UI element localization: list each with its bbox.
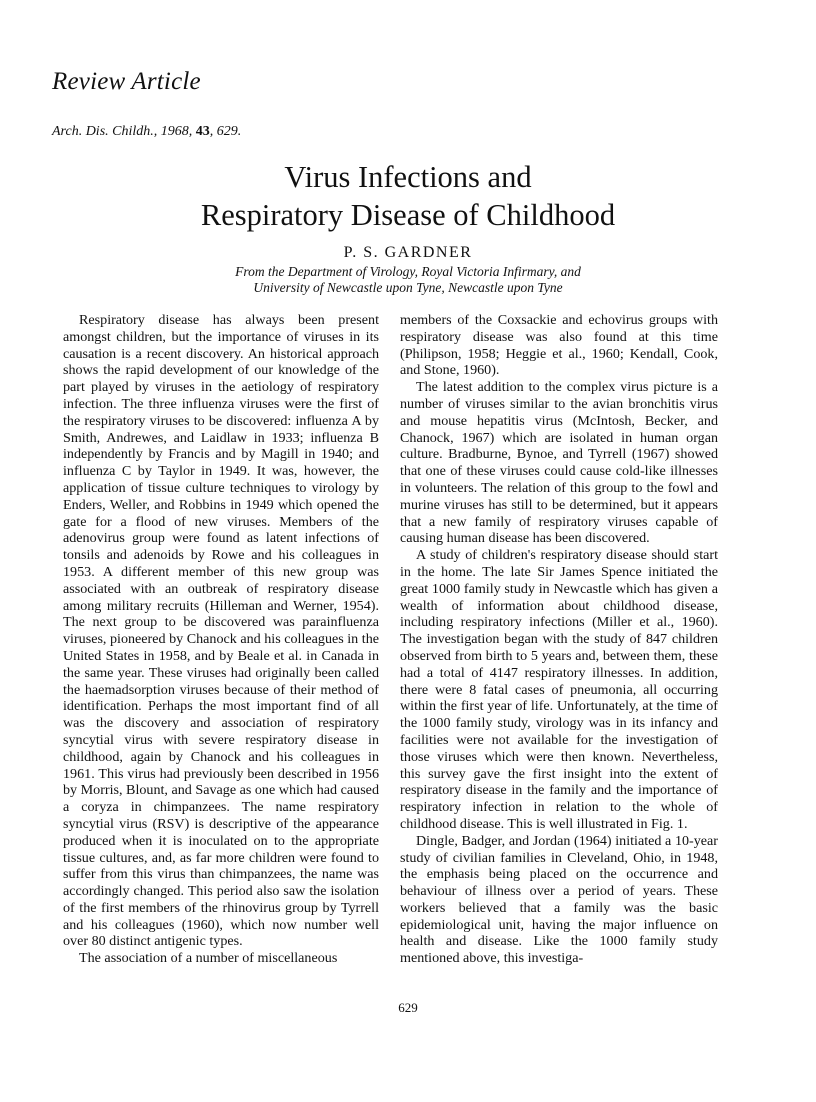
citation-journal: Arch. Dis. Childh., [52,124,158,139]
body-column-right [400,312,718,967]
affiliation-line-1: From the Department of Virology, Royal Victoria Infirmary, and [235,264,581,279]
citation-volume: 43 [195,124,210,139]
section-label: Review Article [52,68,201,95]
paragraph: members of the Coxsackie and echovirus groups with respiratory disease was also found at this time (Philipson, 1958; Heggie et al., 1960; Kendall, Cook, and Stone, 1960). [400,312,718,379]
journal-citation [52,124,241,140]
paragraph: The latest addition to the complex virus picture is a number of viruses similar to the avian bronchitis virus and mouse hepatitis virus (McIntosh, Becker, and Chanock, 1967) which are isolated in human organ culture. Bradburne, Bynoe, and Tyrrell (1967) showed that one of these viruses could cause cold-like illnesses in volunteers. The relation of this group to the fowl and murine viruses has still to be determined, but it appears that a new family of respiratory viruses capable of causing human disease has been discovered. [400,379,718,547]
affiliation-line-2: University of Newcastle upon Tyne, Newcastle upon Tyne [253,280,563,295]
page-number: 629 [398,1000,418,1015]
paragraph: The association of a number of miscellaneous [79,950,338,967]
article-title [0,158,816,234]
paragraph: A study of children's respiratory disease should start in the home. The late Sir James Spence initiated the great 1000 family study in Newcastle which has given a wealth of information about childhood disease, including respiratory infections (Miller et al., 1960). The investigation began with the study of 847 children observed from birth to 5 years and, between them, these had a total of 4147 respiratory illnesses. In addition, there were 8 fatal cases of pneumonia, all occurring within the first year of life. Unfortunately, at the time of the 1000 family study, virology was in its infancy and facilities were not available for the investigation of those viruses which were then known. Nevertheless, this survey gave the first insight into the extent of respiratory disease in the family and the importance of respiratory infection in relation to the whole of childhood disease. This is well illustrated in Fig. 1. [400,547,718,832]
body-column-left [63,312,379,967]
citation-year: 1968, [157,124,196,139]
title-line-2: Respiratory Disease of Childhood [200,198,616,232]
author-affiliation [0,264,816,296]
paragraph: Respiratory disease has always been present amongst children, but the importance of viruses in its causation is a recent discovery. An historical approach shows the rapid development of our knowledge of the part played by viruses in the aetiology of respiratory infection. The three influenza viruses were the first of the respiratory viruses to be discovered: influenza A by Smith, Andrewes, and Laidlaw in 1933; influenza B independently by Francis and by Magill in 1940; and influenza C by Taylor in 1949. It was, however, the application of tissue culture techniques to virology by Enders, Weller, and Robbins in 1949 which opened the gate for a flood of new viruses. Members of the adenovirus group were found as latent infections of tonsils and adenoids by Rowe and his colleagues in 1953. A different member of this new group was associated with an outbreak of respiratory disease among military recruits (Hilleman and Werner, 1954). The next group to be discovered was parainfluenza viruses, pioneered by Chanock and his colleagues in the United States in 1958, and by Beale et al. in Canada in the same year. These viruses had originally been called the haemadsorption viruses because of their method of identification. Perhaps the most important find of all was the discovery and association of respiratory syncytial virus with severe respiratory disease in childhood, again by Chanock and his colleagues in 1961. This virus had previously been described in 1956 by Morris, Blount, and Savage as one which had caused a coryza in chimpanzees. The name respiratory syncytial virus (RSV) is descriptive of the appearance produced when it is inoculated on to the appropriate tissue cultures, and, as far more children were found to suffer from this virus than chimpanzees, the name was accordingly changed. This period also saw the isolation of the first members of the rhinovirus group by Tyrrell and his colleagues (1960), which now number well over 80 distinct antigenic types. [63,312,379,950]
paragraph: Dingle, Badger, and Jordan (1964) initiated a 10-year study of civilian families in Cleveland, Ohio, in 1948, the emphasis being placed on the occurrence and behaviour of illness over a period of years. These workers believed that a family was the basic epidemiological unit, having the major influence on health and disease. Like the 1000 family study mentioned above, this investiga- [400,832,718,967]
citation-page: , 629. [209,124,242,139]
author-name: P. S. GARDNER [343,244,473,261]
title-line-1: Virus Infections and [284,160,532,194]
